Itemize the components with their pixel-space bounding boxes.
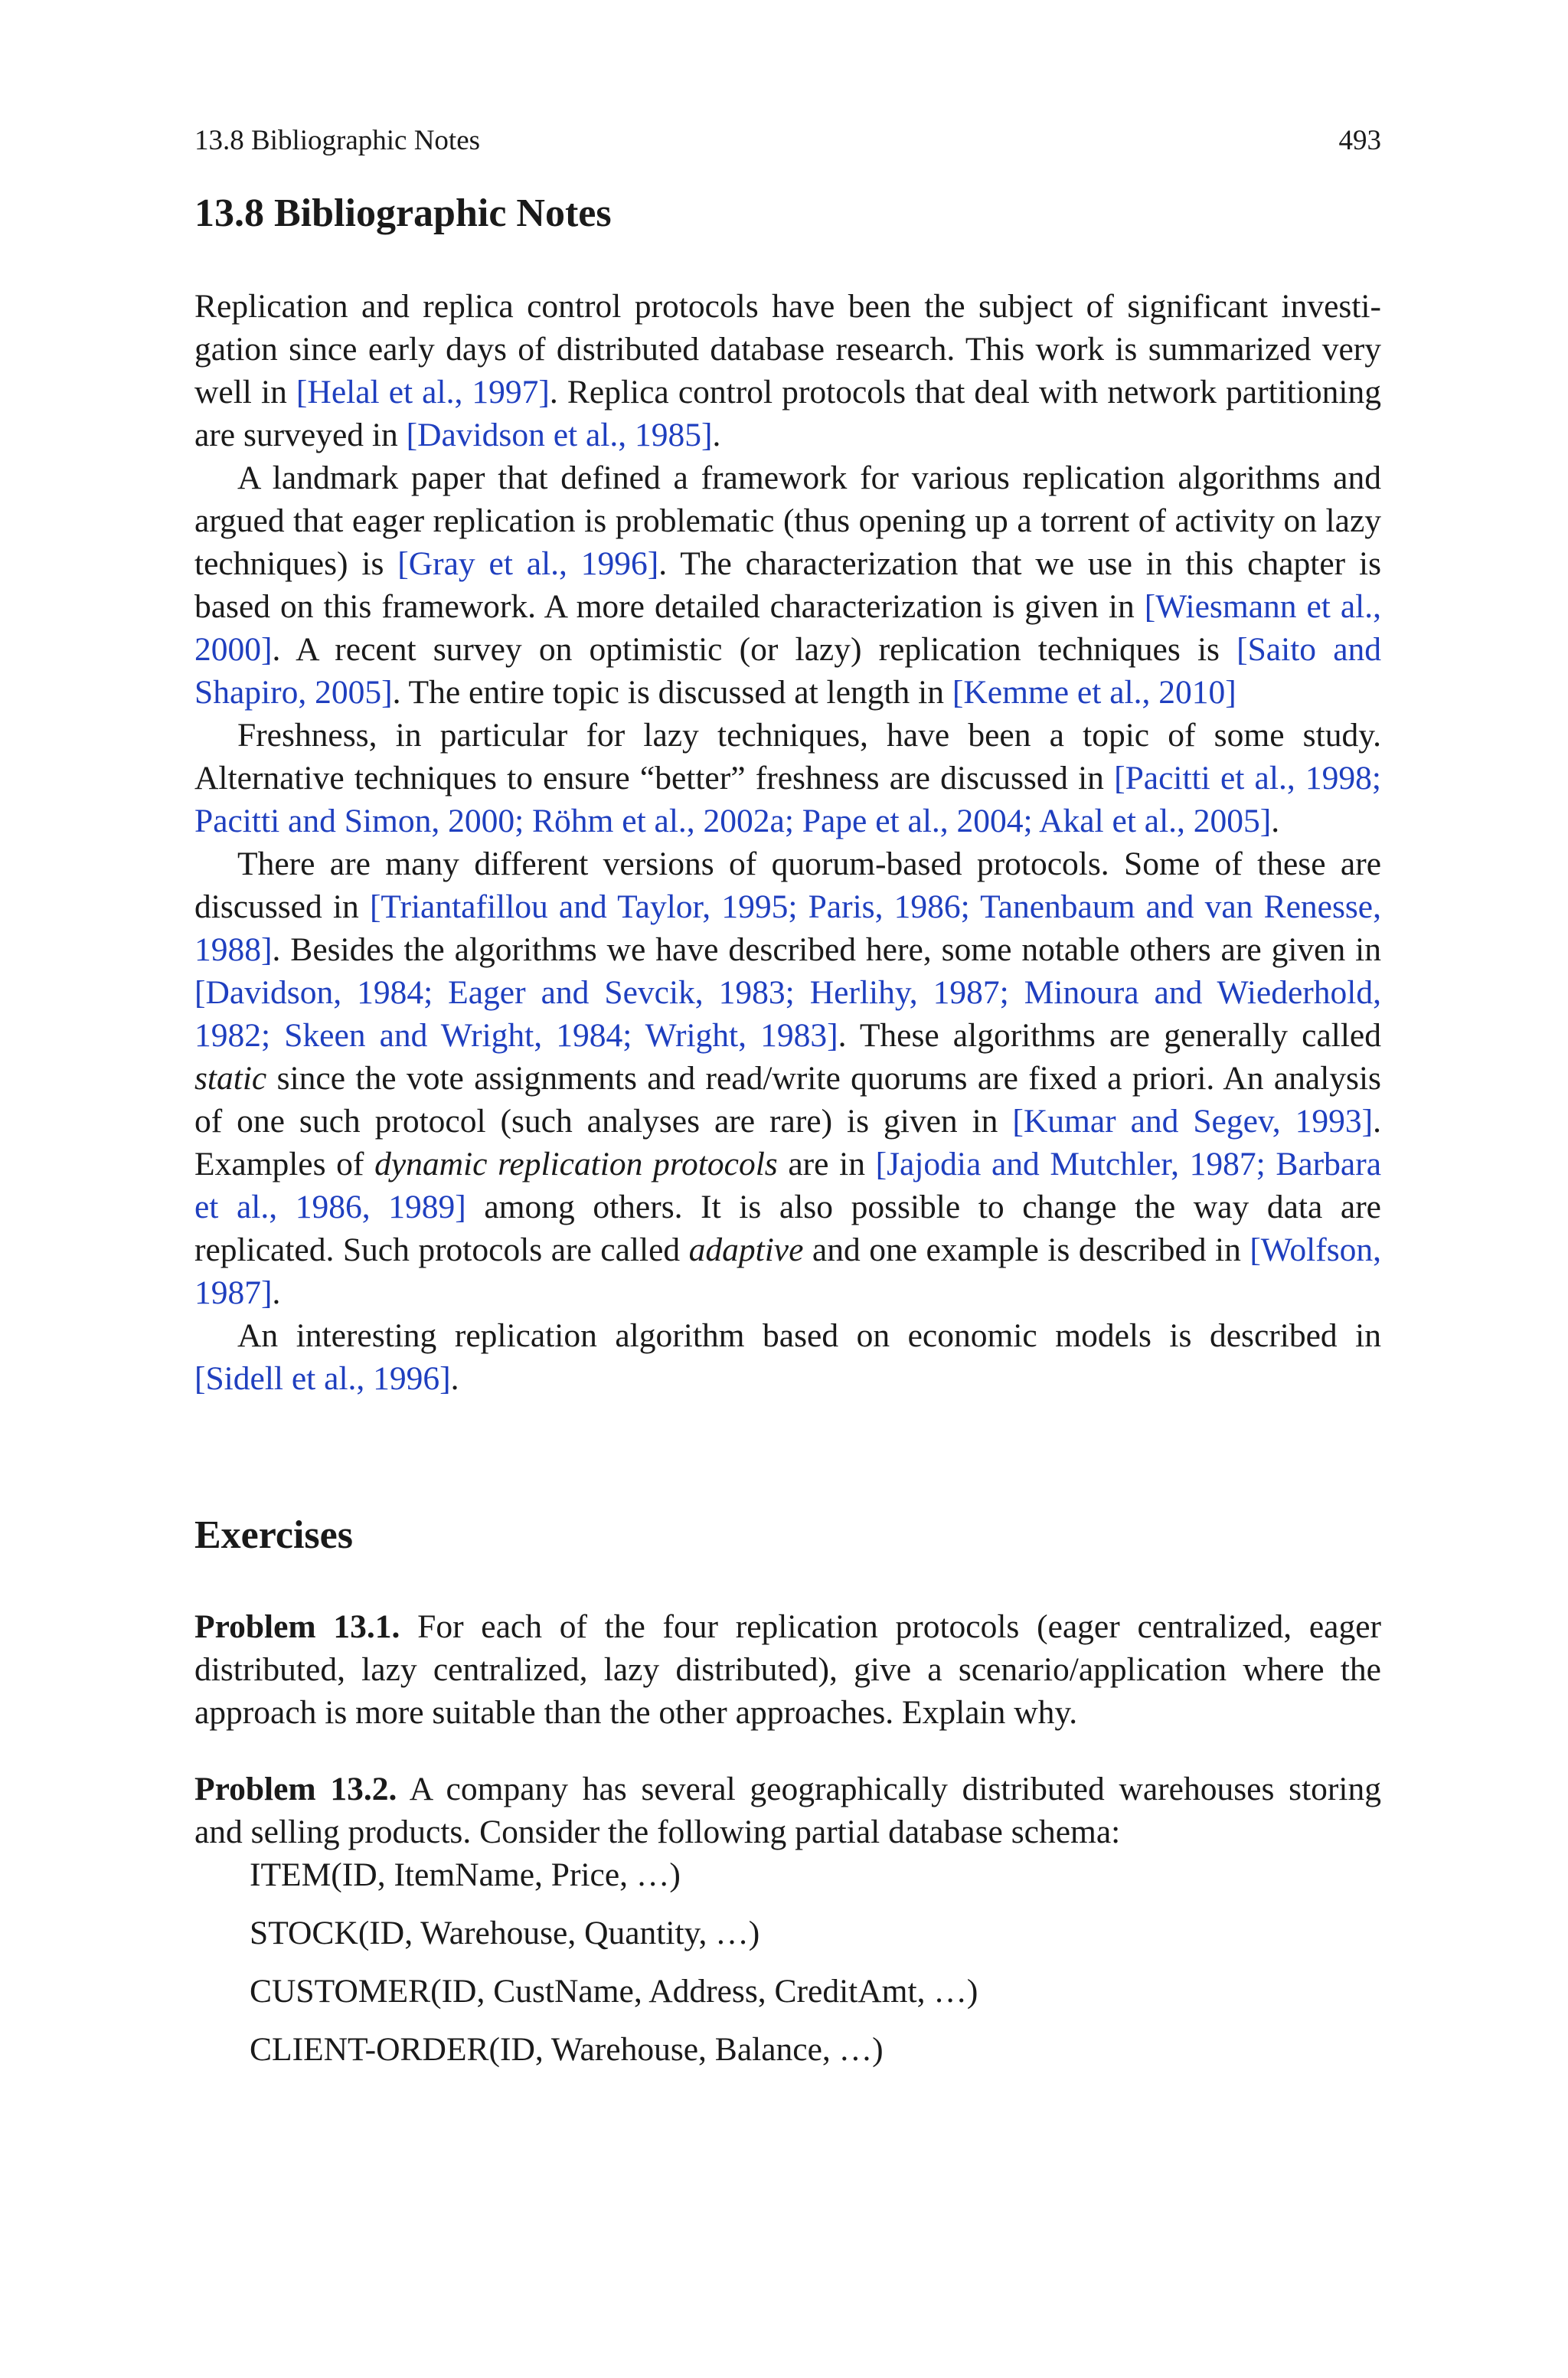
paragraph-text: . Replica control protocols that deal with network partitioning are surveyed in — [194, 374, 1381, 453]
citation-link[interactable]: [Sidell et al., 1996] — [194, 1360, 451, 1397]
paragraph-text: . — [1271, 803, 1280, 839]
paragraph-text: . These algorithms are generally called — [838, 1017, 1381, 1054]
schema-relation-client-order: CLIENT-ORDER(ID, Warehouse, Balance, …) — [250, 2031, 884, 2068]
paragraph — [194, 456, 1381, 714]
paragraph-text: There are many different versions of quorum-based protocols. Some of these are discussed in — [194, 846, 1381, 925]
paragraph-text: A landmark paper that defined a framework for various replication algorithms and argued that eager replication is problematic (thus opening up a torrent of activity on lazy techniques) is — [194, 460, 1381, 582]
section-heading: 13.8 Bibliographic Notes — [194, 191, 612, 235]
paragraph — [194, 1314, 1381, 1400]
running-head — [194, 123, 1381, 159]
citation-link[interactable]: [Helal et al., 1997] — [296, 374, 550, 411]
citation-link[interactable]: [Davidson et al., 1985] — [406, 417, 713, 453]
page-content — [194, 184, 1381, 2086]
emphasized-term: adaptive — [688, 1232, 804, 1268]
paragraph — [194, 842, 1381, 1314]
paragraph-text: An interesting replication algorithm based on economic models is described in — [237, 1317, 1381, 1354]
paragraph-text: Freshness, in particular for lazy techniques, have been a topic of some study. Alternative techniques to ensure “better” freshness are discussed in — [194, 717, 1381, 796]
citation-link[interactable]: [Davidson, 1984; Eager and Sevcik, 1983; Herlihy, 1987; Minoura and Wiederhold, 1982; Skeen and Wright, 1984; Wright, 1983] — [194, 974, 1381, 1054]
bibliographic-notes — [194, 285, 1381, 1400]
paragraph-text: . The characterization that we use in this chapter is based on this framework. A more detailed characterization is given in — [194, 545, 1381, 625]
emphasized-term: static — [194, 1060, 267, 1097]
citation-link[interactable]: [Triantafillou and Taylor, 1995; Paris, 1986; Tanenbaum and van Renesse, 1988] — [194, 888, 1381, 968]
citation-link[interactable]: [Jajodia and Mutchler, 1987; Barbara et al., 1986, 1989] — [194, 1146, 1382, 1225]
citation-link[interactable]: [Wiesmann et al., 2000] — [194, 588, 1381, 668]
citation-link[interactable]: [Saito and Shapiro, 2005] — [194, 631, 1381, 711]
paragraph-text: . — [450, 1360, 459, 1397]
problem-label: Problem 13.1. — [194, 1608, 400, 1645]
paragraph-text: Replication and replica control protocols have been the subject of significant investigation since early days of distributed database research. This work is summarized very well in — [194, 288, 1381, 411]
problem-text: For each of the four replication protocols (eager centralized, eager distributed, lazy centralized, lazy distributed), give a scenario/application where the approach is more suitable than the other approaches. Explain why. — [194, 1608, 1382, 1731]
schema-list — [250, 1853, 1381, 2071]
citation-link[interactable]: [Gray et al., 1996] — [397, 545, 659, 582]
emphasized-term: dynamic replication protocols — [374, 1146, 778, 1182]
running-head-section: 13.8 Bibliographic Notes — [194, 125, 481, 156]
paragraph — [194, 714, 1381, 842]
exercises-heading: Exercises — [194, 1513, 353, 1557]
problem-13-2 — [194, 1768, 1381, 1853]
citation-link[interactable]: [Kumar and Segev, 1993] — [1012, 1103, 1374, 1140]
schema-relation-customer: CUSTOMER(ID, CustName, Address, CreditAmt, …) — [250, 1973, 978, 2010]
problem-text: A company has several geographically distributed warehouses storing and selling products. Consider the following partial database schema: — [194, 1771, 1381, 1850]
paragraph-text: since the vote assignments and read/write quorums are fixed a priori. An analysis of one such protocol (such analyses are rare) is given in — [194, 1060, 1381, 1140]
page-number: 493 — [1338, 125, 1381, 156]
paragraph-text: . Besides the algorithms we have described here, some notable others are given in — [272, 931, 1381, 968]
paragraph-text: . A recent survey on optimistic (or lazy) replication techniques is — [272, 631, 1237, 668]
paragraph-text: . — [712, 417, 721, 453]
citation-link[interactable]: [Kemme et al., 2010] — [952, 674, 1236, 711]
citation-link[interactable]: [Pacitti et al., 1998; Pacitti and Simon, 2000; Röhm et al., 2002a; Pape et al., 2004; Akal et al., 2005] — [194, 760, 1381, 839]
paragraph-text: are in — [777, 1146, 876, 1182]
schema-relation-stock: STOCK(ID, Warehouse, Quantity, …) — [250, 1915, 760, 1951]
paragraph — [194, 285, 1381, 456]
paragraph-text: among others. It is also possible to change the way data are replicated. Such protocols are called — [194, 1189, 1381, 1268]
citation-link[interactable]: [Wolfson, 1987] — [194, 1232, 1381, 1311]
problem-label: Problem 13.2. — [194, 1771, 397, 1807]
problem-13-1 — [194, 1605, 1381, 1734]
paragraph-text: and one example is described in — [803, 1232, 1250, 1268]
schema-relation-item: ITEM(ID, ItemName, Price, …) — [250, 1856, 681, 1893]
paragraph-text: . The entire topic is discussed at length in — [392, 674, 952, 711]
paragraph-text: . Examples of — [194, 1103, 1381, 1182]
paragraph-text: . — [272, 1274, 281, 1311]
